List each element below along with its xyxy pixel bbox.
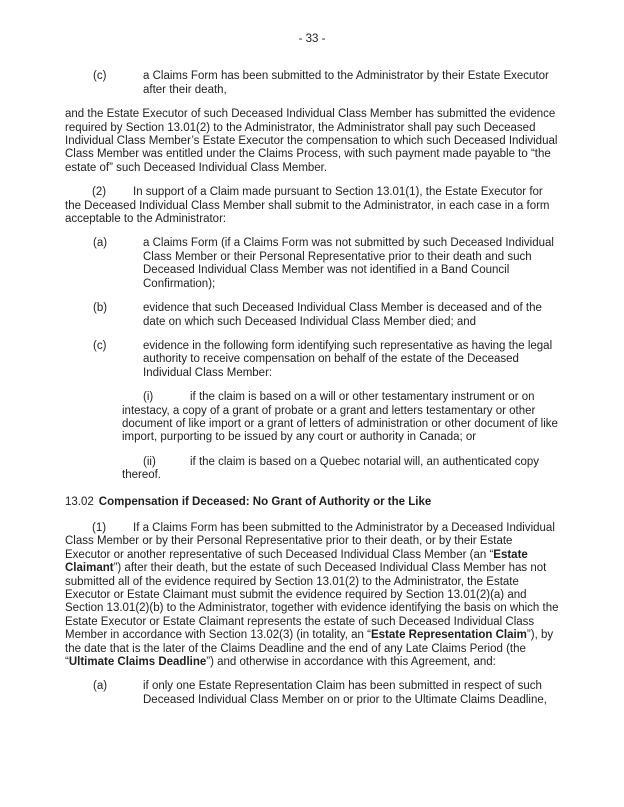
list-item-a-1302	[65, 680, 560, 707]
list-item-text: evidence in the following form identifying such representative as having the legal authority to receive compensation on behalf of the estate of the Deceased Individual Class Member:	[143, 339, 553, 379]
paragraph-2	[65, 186, 560, 226]
list-item-a	[65, 237, 560, 291]
sublist-item-text: if the claim is based on a will or other testamentary instrument or on intestacy, a copy of a grant of probate or a grant and letters testamentary or other document of like import or a grant of letters of administration or other document of like import, purporting to be issued by any court or authority in Canada; or	[122, 391, 558, 444]
sublist-item-ii	[122, 456, 560, 483]
section-number: 13.02	[65, 495, 94, 508]
paragraph-text: In support of a Claim made pursuant to Section 13.01(1), the Estate Executor for the Deceased Individual Class Member shall submit to the Administrator, in each case in a form acceptable to the Administrator:	[65, 186, 550, 226]
list-item-label: (c)	[93, 70, 107, 83]
paragraph-segment: ”) and otherwise in accordance with this Agreement, and:	[206, 656, 496, 669]
list-item-text: evidence that such Deceased Individual Class Member is deceased and of the date on which such Deceased Individual Class Member died; and	[143, 302, 542, 328]
sublist-item-label: (i)	[143, 391, 154, 404]
list-item-text: if only one Estate Representation Claim has been submitted in respect of such Deceased Individual Class Member on or prior to the Ultimate Claims Deadline,	[143, 680, 547, 706]
list-item-label: (a)	[93, 237, 108, 250]
defined-term-estate-representation-claim: Estate Representation Claim	[370, 629, 527, 642]
list-item-c	[65, 340, 560, 380]
page-content	[65, 70, 560, 707]
page-number: - 33 -	[298, 33, 326, 45]
paragraph-segment: If a Claims Form has been submitted to the Administrator by a Deceased Individual Class Member or by their Personal Representative prior to their death, or by their Estate Executor or another representative of such Deceased Individual Class Member (an “	[65, 521, 555, 561]
sublist-item-i	[122, 391, 560, 445]
section-heading-13-02	[65, 496, 560, 509]
list-item-c-top	[65, 70, 560, 97]
paragraph-number: (2)	[92, 186, 107, 199]
section-title: Compensation if Deceased: No Grant of Authority or the Like	[98, 495, 432, 508]
list-item-label: (a)	[93, 680, 108, 693]
list-item-label: (c)	[93, 339, 107, 352]
paragraph-closing: and the Estate Executor of such Deceased Individual Class Member has submitted the evidence required by Section 13.01(2) to the Administrator, the Administrator shall pay such Deceased Individual Class Member’s Estate Executor the compensation to which such Deceased Individual Class Member was entitled under the Claims Process, with such payment made payable to “the estate of” such Deceased Individual Class Member.	[65, 108, 558, 174]
sublist-item-text: if the claim is based on a Quebec notarial will, an authenticated copy thereof.	[122, 455, 540, 482]
paragraph-number: (1)	[92, 521, 107, 534]
paragraph-1-1302	[65, 522, 560, 669]
paragraph-segment: ”) after their death, but the estate of such Deceased Individual Class Member has not submitted all of the evidence required by Section 13.01(2) to the Administrator, the Estate Executor or Estate Claimant must submit the evidence required by Section 13.01(2)(a) and Section 13.01(2)(b) to the Administrator, together with evidence identifying the basis on which the Estate Executor or Estate Claimant represents the estate of such Deceased Individual Class Member in accordance with Section 13.02(3) (in totality, an “	[65, 562, 559, 642]
list-item-label: (b)	[93, 302, 108, 315]
sublist-item-label: (ii)	[143, 455, 156, 468]
defined-term-estate-claimant: Estate Claimant	[65, 548, 528, 575]
list-item-text: a Claims Form has been submitted to the Administrator by their Estate Executor after their death,	[143, 70, 549, 96]
list-item-text: a Claims Form (if a Claims Form was not submitted by such Deceased Individual Class Member or their Personal Representative prior to their death and such Deceased Individual Class Member was not identified in a Band Council Confirmation);	[143, 237, 554, 290]
paragraph-segment: ”), by the date that is the later of the Claims Deadline and the end of any Late Claims Period (the “	[65, 629, 554, 669]
list-item-b	[65, 302, 560, 329]
defined-term-ultimate-claims-deadline: Ultimate Claims Deadline	[68, 656, 207, 669]
